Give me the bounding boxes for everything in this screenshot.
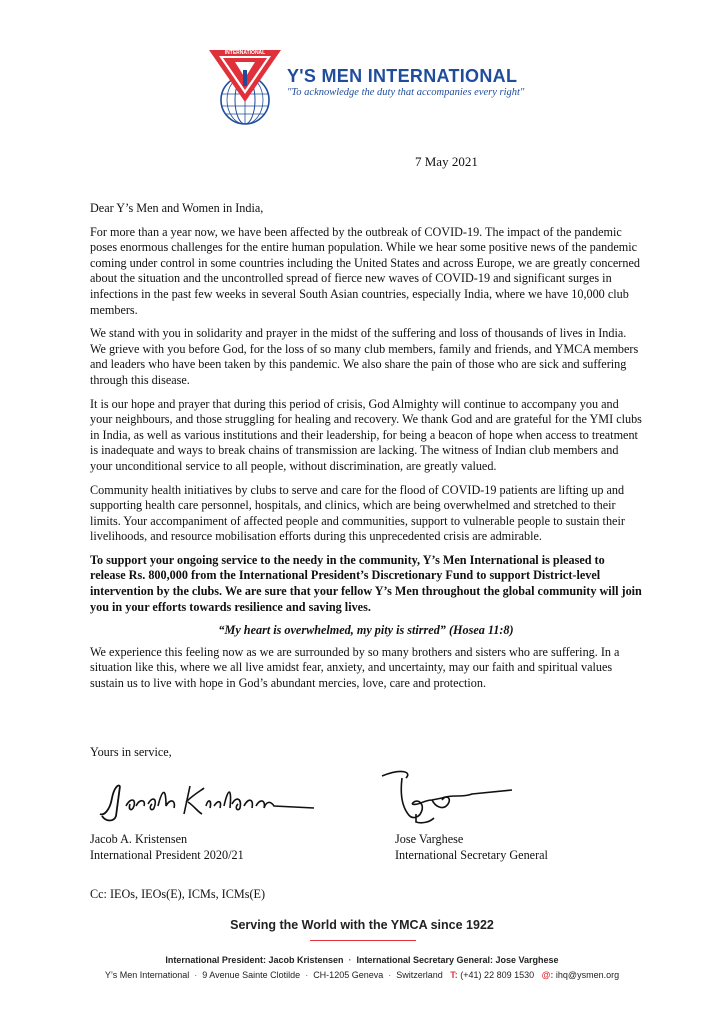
signer-secretary-general [395,831,548,863]
footer-phone: (+41) 22 809 1530 [460,970,535,980]
paragraph-4: Community health initiatives by clubs to serve and care for the flood of COVID-19 patients are lifting up and supporting health care personnel, hospitals, and clinics, which are being overwhelmed and stretched to their limits. Your accompaniment of affected people and communities, support to vulnerable people to sustain their livelihoods, and resource mobilisation efforts during this unprecedented crisis are admirable. [90,482,625,544]
cc-line: Cc: IEOs, IEOs(E), ICMs, ICMs(E) [90,887,266,901]
email-label: @: [541,970,554,980]
org-name: Y'S MEN INTERNATIONAL [287,66,518,86]
footer-secretary: International Secretary General: Jose Varghese [356,955,559,965]
signer-president [90,831,244,863]
signer-name: Jacob A. Kristensen [90,832,188,846]
paragraph-6: We experience this feeling now as we are surrounded by so many brothers and sisters who are suffering. In a situation like this, where we all live amidst fear, anxiety, and uncertainty, may our faith and spiritual values sustain us to live with hope in God’s abundant mercies, love, care and protection. [90,644,620,691]
paragraph-2: We stand with you in solidarity and prayer in the midst of the suffering and loss of thousands of lives in India. We grieve with you before God, for the loss of so many club members, family and friends, and YMCA members and leaders who have been taken by this pandemic. We also share the pain of those who are sick and suffering through this disease. [90,326,639,387]
salutation: Dear Y’s Men and Women in India, [90,201,264,215]
org-tagline: "To acknowledge the duty that accompanies every right" [287,87,525,98]
footer-slogan: Serving the World with the YMCA since 1922 [230,918,494,932]
closing: Yours in service, [90,745,172,759]
footer-city: CH-1205 Geneva [313,970,384,980]
bible-quote: “My heart is overwhelmed, my pity is stirred” (Hosea 11:8) [218,623,514,638]
footer-officers: International President: Jacob Kristensen · International Secretary General: Jose Varghese [165,955,559,965]
signature-varghese [372,764,522,826]
footer-country: Switzerland [396,970,443,980]
letter-body [90,201,642,700]
paragraph-3: It is our hope and prayer that during this period of crisis, God Almighty will continue to accompany you and your neighbours, and those struggling for healing and recovery. We thank God and are grateful for the YMI clubs in India, as well as various institutions and their leadership, for being a beacon of hope when access to treatment is inadequate and ways to break chains of transmission are lacking. The witness of Indian club members and your unconditional service to all people, without discrimination, are greatly valued. [90,396,642,473]
signature-kristensen [90,776,320,826]
footer-org: Y’s Men International [104,970,190,980]
paragraph-1: For more than a year now, we have been affected by the outbreak of COVID-19. The impact of the pandemic poses enormous challenges for the entire human population. While we hear some positive news of the pandemic coming under control in some countries including the United States and across Europe, we are greatly concerned about the situation and the uncontrolled spread of fierce new waves of COVID-19 and significant surges in infections in the past few weeks in several South Asian countries, especially India, where we have 10,000 club members. [90,224,640,317]
footer-contact: Y’s Men International · 9 Avenue Sainte Clotilde · CH-1205 Geneva · Switzerland T: (+41) 22 809 1530 @: ihq@ysmen.org [104,970,620,980]
phone-label: T: [450,970,458,980]
signer-title: International Secretary General [395,848,548,862]
footer-divider [310,940,416,941]
paragraph-5-bold: To support your ongoing service to the needy in the community, Y’s Men International is pleased to release Rs. 800,000 from the International President’s Discretionary Fund to support District-level intervention by the clubs. We are sure that your fellow Y’s Men throughout the global community will join you in your efforts towards resilience and saving lives. [90,552,642,614]
signer-name: Jose Varghese [395,832,464,846]
signer-title: International President 2020/21 [90,848,244,862]
footer-president: International President: Jacob Kristensen [165,955,344,965]
ysmen-logo [205,44,285,130]
footer-email[interactable]: ihq@ysmen.org [555,970,620,980]
footer-address: 9 Avenue Sainte Clotilde [202,970,301,980]
y-triangle-icon [209,50,281,102]
letter-date: 7 May 2021 [415,154,478,169]
logo-label: INTERNATIONAL [224,50,266,56]
